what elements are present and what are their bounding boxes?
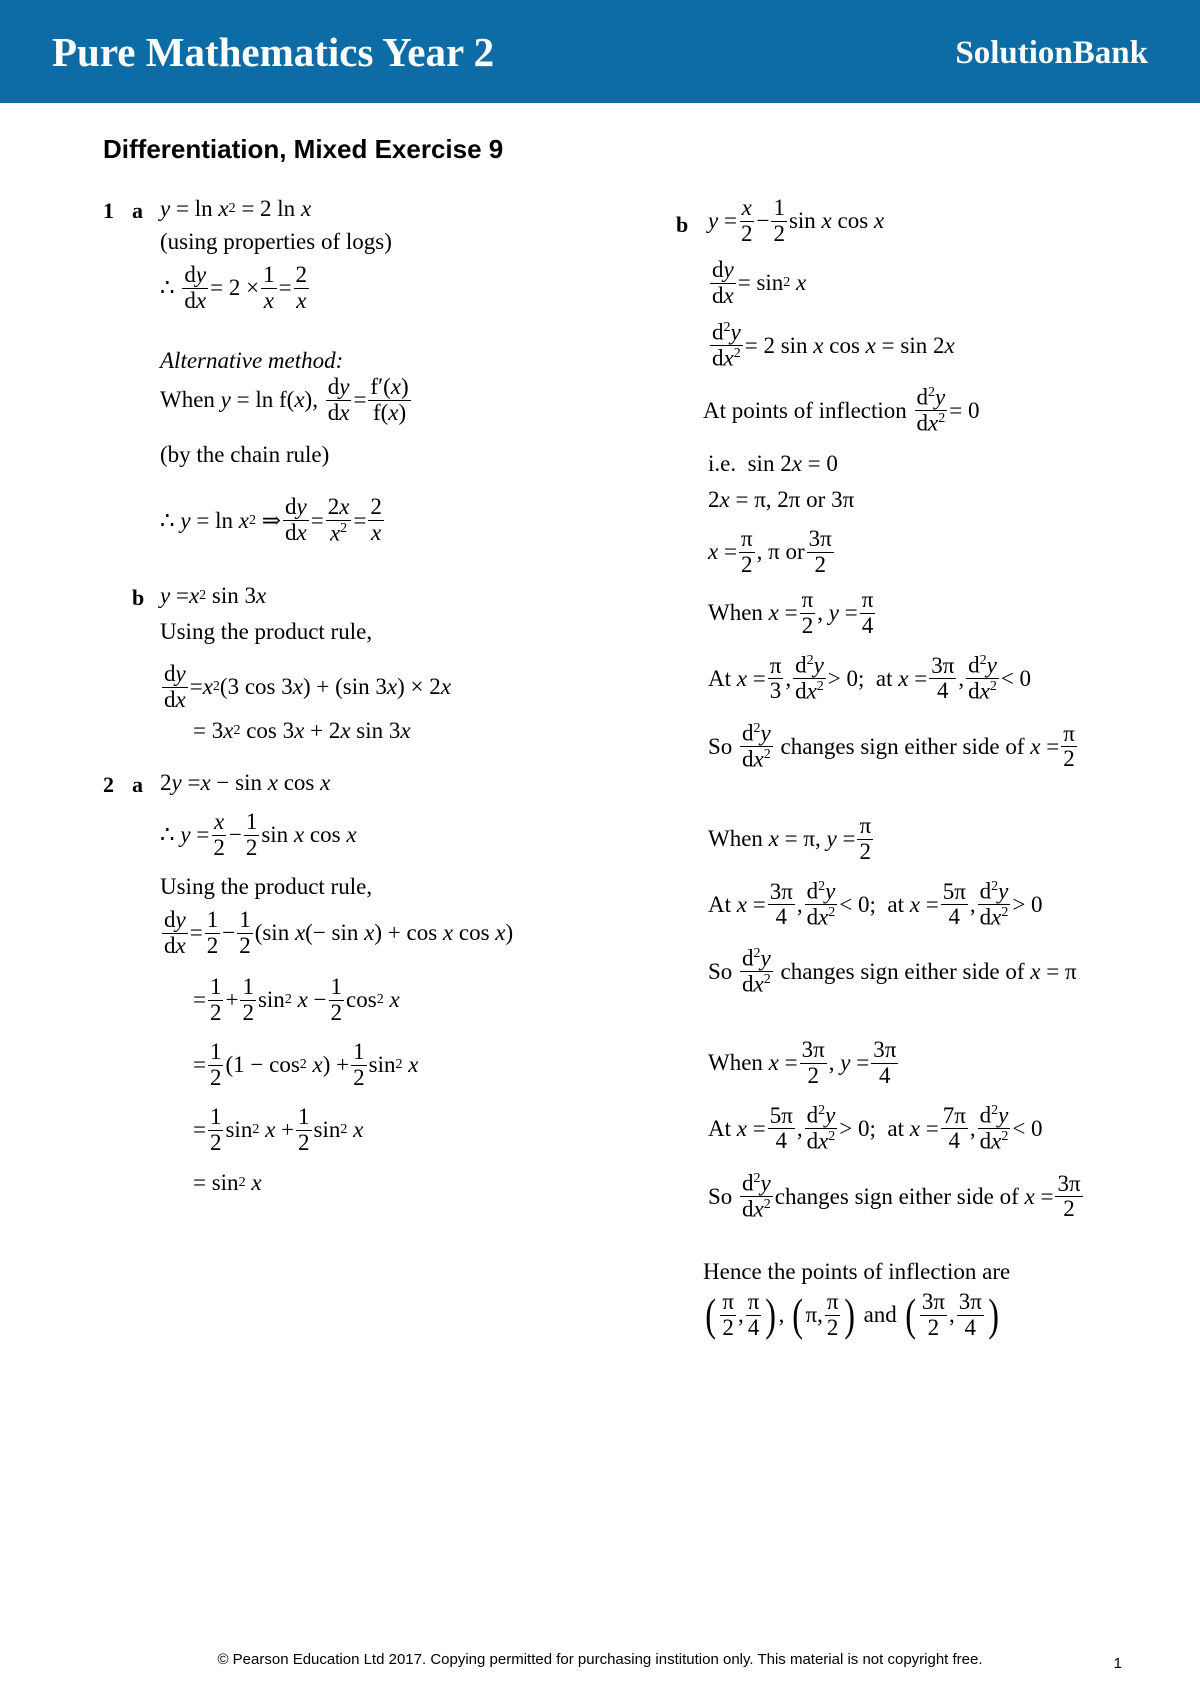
at-label: At <box>708 891 731 917</box>
q1a-line1: y = ln x 2 = 2 ln x <box>160 196 312 221</box>
changes-sign-label: changes sign either side of <box>780 958 1025 984</box>
when-label: When <box>708 1050 763 1076</box>
q1b-product-rule: Using the product rule, <box>160 619 373 644</box>
chain-rule-note: (by the chain rule) <box>160 442 330 467</box>
q2b-test3: At x = $\frac{5\pi}{4}$ , $\frac{d^2y}{dx^2}$ > 0; at x = $\frac{7\pi}{4}$ , $\frac{d^2y}{dx^2}$ < 0 <box>708 1102 1043 1155</box>
page-title: Differentiation, Mixed Exercise 9 <box>103 134 504 164</box>
poi-label: At points of inflection <box>703 397 907 423</box>
or-label: or <box>806 487 826 512</box>
q2b-hence: Hence the points of inflection are <box>703 1259 1011 1284</box>
book-title: Pure Mathematics Year 2 <box>52 29 495 75</box>
q1a-note: (using properties of logs) <box>160 229 392 254</box>
q2b-point2: When x = π, y = $\frac{\pi}{2}$ <box>708 813 872 864</box>
q1b-result: = 3 x 2 cos 3 x + 2 x sin 3 x <box>193 718 411 743</box>
at-label: At <box>708 1115 731 1141</box>
q2b-test2: At x = $\frac{3\pi}{4}$ , $\frac{d^2y}{dx^2}$ < 0; at x = $\frac{5\pi}{4}$ , $\frac{d^2y}{dx^2}$ > 0 <box>708 878 1043 931</box>
q2a-step1: = $\frac{1}{2}$ + $\frac{1}{2}$ sin 2 x − $\frac{1}{2}$ cos 2 x <box>193 974 400 1025</box>
q2b-point3: When x = $\frac{3\pi}{2}$ , y = $\frac{3\pi}{4}$ <box>708 1037 897 1088</box>
q2a-line2: ∴ y = $\frac{x}{2}$ − $\frac{1}{2}$ sin x cos x <box>160 809 357 860</box>
q1a-alt-result: ∴ y = ln x 2 ⇒ $\frac{dy}{dx}$ = $\frac{2x}{x^2}$ = $\frac{2}{x}$ <box>160 494 382 546</box>
q2b-first-derivative: $\frac{dy}{dx}$ = sin 2 x <box>712 257 807 308</box>
alternative-method-label: Alternative method: <box>160 348 344 373</box>
q2b-second-derivative: $\frac{d^2y}{dx^2}$ = 2 sin x cos x = sin 2 x <box>712 319 955 372</box>
when-label: When <box>160 387 215 413</box>
q2b-test1: At x = $\frac{\pi}{3}$ , $\frac{d^2y}{dx^2}$ > 0; at x = $\frac{3\pi}{4}$ , $\frac{d^2y}{dx^2}$ < 0 <box>708 652 1032 705</box>
part-label-1b: b <box>132 585 145 610</box>
question-number-1: 1 <box>103 198 114 223</box>
question-number-2: 2 <box>103 772 114 797</box>
ie-label: i.e. <box>708 451 737 476</box>
brand-logo-text: SolutionBank <box>955 35 1148 71</box>
q1a-derivative: ∴ $\frac{dy}{dx}$ = 2 × $\frac{1}{x}$ = $\frac{2}{x}$ <box>160 262 308 313</box>
q2a-result: = sin 2 x <box>193 1170 262 1195</box>
q2b-conclusion3: So $\frac{d^2y}{dx^2}$ changes sign either side of x = $\frac{3\pi}{2}$ <box>708 1170 1081 1223</box>
or-label: or <box>785 539 805 565</box>
and-label: and <box>863 1302 897 1328</box>
when-label: When <box>708 600 763 626</box>
so-label: So <box>708 958 733 984</box>
so-label: So <box>708 733 733 759</box>
q1b-derivative: $\frac{dy}{dx}$ = x 2 (3 cos 3 x ) + (sin 3 x ) × 2 x <box>164 661 451 712</box>
q2b-points-list: ( $\frac{\pi}{2}$ , $\frac{\pi}{4}$ ) , ( π, $\frac{\pi}{2}$ ) and ( $\frac{3\pi}{2}$ , $\frac{3\pi}{4}$ ) <box>705 1289 999 1341</box>
q2a-line1: 2 y = x − sin x cos x <box>160 770 331 795</box>
q1b-line1: y = x 2 sin 3 x <box>160 583 267 608</box>
q2b-x-values: x = $\frac{\pi}{2}$ , π or $\frac{3\pi}{2}$ <box>708 526 832 577</box>
changes-sign-label: changes sign either side of <box>774 1183 1019 1209</box>
q2a-derivative: $\frac{dy}{dx}$ = $\frac{1}{2}$ − $\frac{1}{2}$ (sin x (− sin x ) + cos x cos x ) <box>164 907 514 958</box>
at-label: At <box>708 665 731 691</box>
q2b-ie: i.e. sin 2 x = 0 <box>708 451 838 476</box>
when-label: When <box>708 826 763 852</box>
q2a-step3: = $\frac{1}{2}$ sin 2 x + $\frac{1}{2}$ sin 2 x <box>193 1104 364 1155</box>
part-label-2a: a <box>132 772 143 797</box>
q2a-step2: = $\frac{1}{2}$ (1 − cos 2 x ) + $\frac{1}{2}$ sin 2 x <box>193 1039 419 1090</box>
part-label-2b: b <box>676 212 689 237</box>
q2b-point1: When x = $\frac{\pi}{2}$ , y = $\frac{\pi}{4}$ <box>708 587 874 638</box>
q2b-line1: y = $\frac{x}{2}$ − $\frac{1}{2}$ sin x cos x <box>708 195 885 246</box>
so-label: So <box>708 1183 733 1209</box>
part-label-1a: a <box>132 198 143 223</box>
q2b-conclusion2: So $\frac{d^2y}{dx^2}$ changes sign either side of x = π <box>708 945 1077 998</box>
header-banner <box>0 0 1200 103</box>
q2b-conclusion1: So $\frac{d^2y}{dx^2}$ changes sign either side of x = $\frac{\pi}{2}$ <box>708 720 1075 773</box>
q2b-poi-condition: At points of inflection $\frac{d^2y}{dx^2}$ = 0 <box>703 384 980 437</box>
copyright-footer: © Pearson Education Ltd 2017. Copying permitted for purchasing institution only. This material is not copyright free. <box>217 1651 983 1668</box>
q1a-chain-formula: When y = ln f( x ), $\frac{dy}{dx}$ = $\frac{f'(x)}{f(x)}$ <box>160 374 409 425</box>
changes-sign-label: changes sign either side of <box>780 733 1025 759</box>
page-number: 1 <box>1113 1655 1122 1672</box>
q2a-product-rule: Using the product rule, <box>160 874 373 899</box>
q2b-2x-values: 2 x = π, 2π or 3π <box>708 487 855 512</box>
